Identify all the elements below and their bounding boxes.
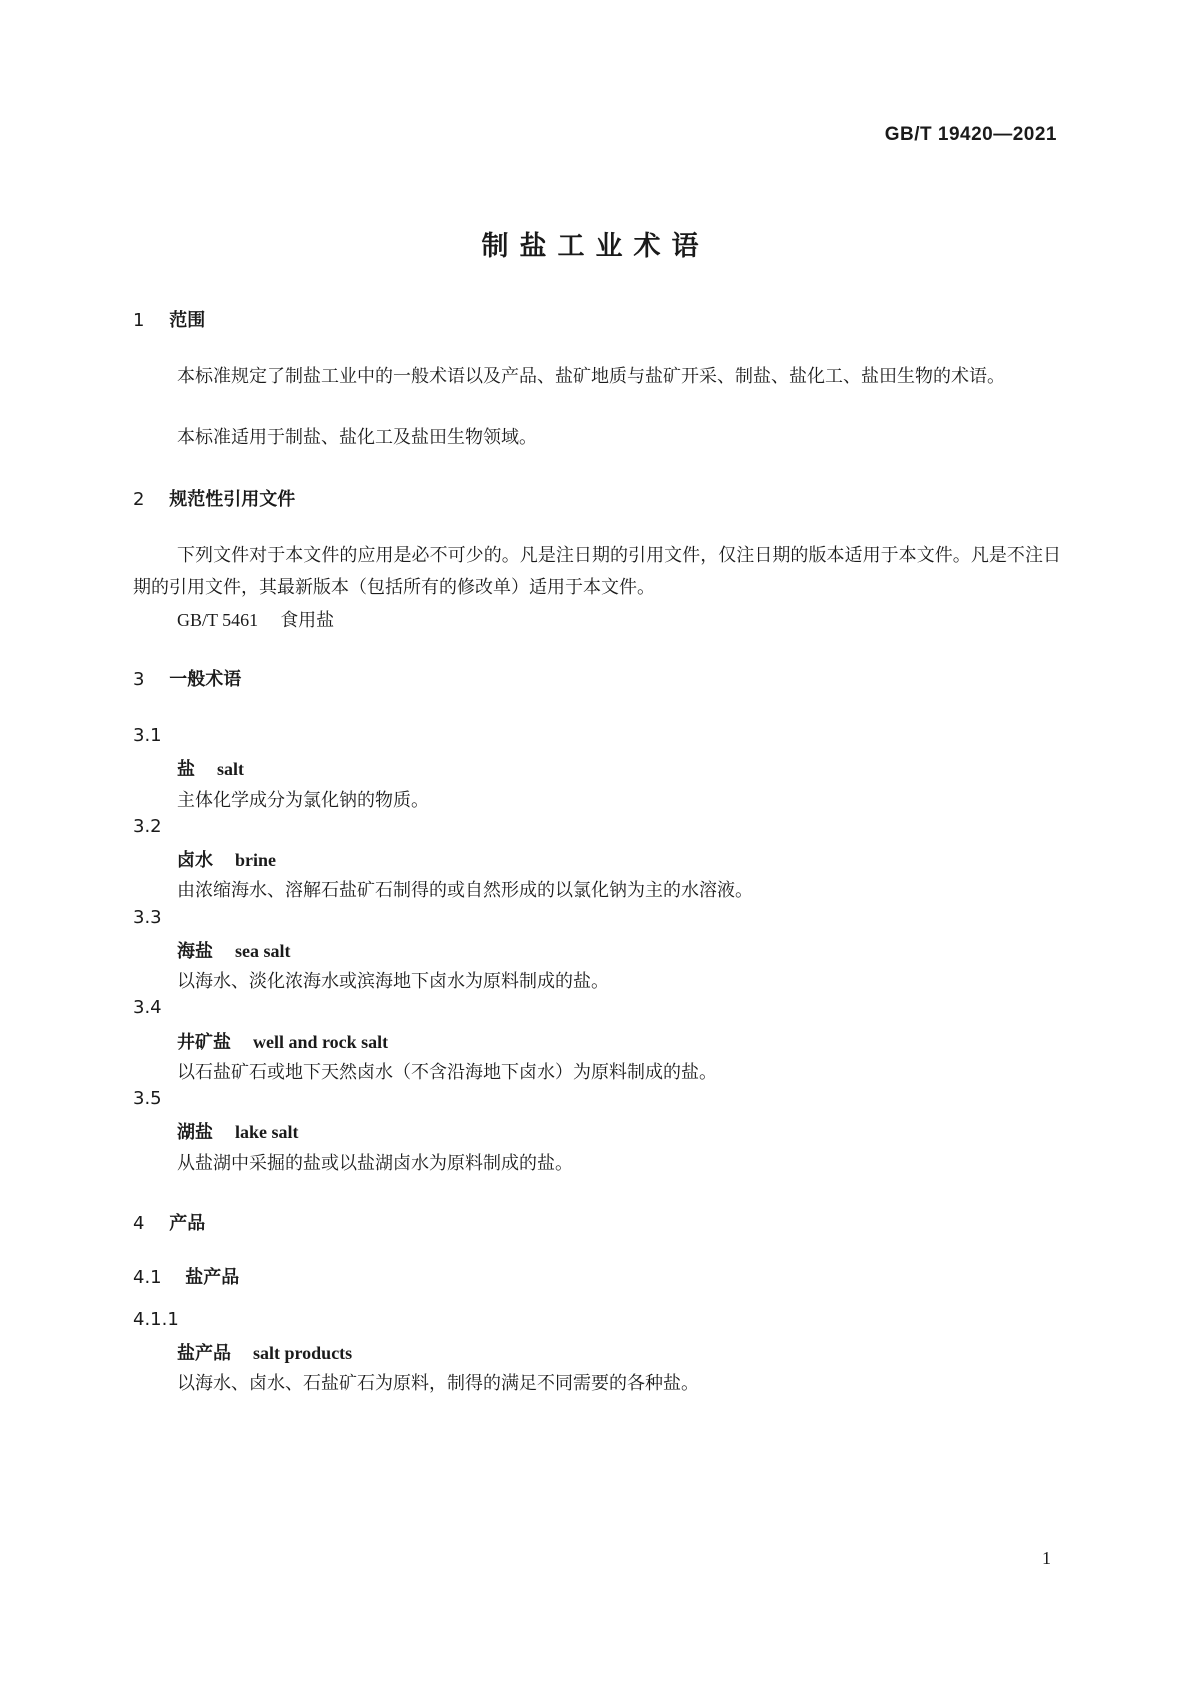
term-number: 3.5 [133, 1088, 162, 1109]
section-number: 4 [133, 1213, 145, 1234]
term-definition: 以海水、淡化浓海水或滨海地下卤水为原料制成的盐。 [177, 971, 609, 992]
term-definition: 以石盐矿石或地下天然卤水（不含沿海地下卤水）为原料制成的盐。 [177, 1062, 717, 1083]
term-cn: 井矿盐 [177, 1032, 231, 1053]
paragraph: 下列文件对于本文件的应用是必不可少的。凡是注日期的引用文件，仅注日期的版本适用于本文件。凡是不注日期的引用文件，其最新版本（包括所有的修改单）适用于本文件。 [133, 545, 1061, 598]
subsection-heading-salt-products [133, 1263, 239, 1289]
section-number: 1 [133, 310, 145, 331]
section-title: 产品 [169, 1213, 206, 1234]
section-title: 规范性引用文件 [169, 489, 296, 510]
term-en: sea salt [235, 941, 291, 961]
term-number: 3.4 [133, 997, 162, 1018]
term-heading [177, 1118, 299, 1144]
paragraph: 本标准适用于制盐、盐化工及盐田生物领域。 [177, 427, 537, 448]
section-number: 3 [133, 669, 145, 690]
term-definition: 主体化学成分为氯化钠的物质。 [177, 790, 429, 811]
term-cn: 盐 [177, 759, 195, 780]
paragraph: 本标准规定了制盐工业中的一般术语以及产品、盐矿地质与盐矿开采、制盐、盐化工、盐田生物的术语。 [177, 366, 1005, 387]
term-cn: 卤水 [177, 850, 213, 871]
term-number: 3.3 [133, 907, 162, 928]
term-en: brine [235, 850, 277, 870]
document-title: 制盐工业术语 [481, 231, 710, 262]
term-en: lake salt [235, 1122, 299, 1142]
term-definition: 从盐湖中采掘的盐或以盐湖卤水为原料制成的盐。 [177, 1153, 573, 1174]
term-en: salt products [253, 1343, 353, 1363]
section-heading-general-terms [133, 665, 241, 691]
page-number: 1 [1042, 1548, 1051, 1568]
subsection-number: 4.1 [133, 1267, 162, 1288]
reference-code: GB/T 5461 [177, 610, 259, 630]
section-title: 一般术语 [169, 669, 242, 690]
reference-title: 食用盐 [280, 610, 335, 631]
term-definition: 以海水、卤水、石盐矿石为原料，制得的满足不同需要的各种盐。 [177, 1373, 699, 1394]
term-cn: 海盐 [177, 941, 213, 962]
section-title: 范围 [169, 310, 206, 331]
subsection-title: 盐产品 [185, 1267, 240, 1288]
term-cn: 盐产品 [177, 1343, 231, 1364]
section-heading-scope [133, 306, 205, 332]
section-heading-products [133, 1209, 205, 1235]
term-heading [177, 1339, 352, 1365]
term-heading [177, 1028, 388, 1054]
reference-item [177, 606, 334, 632]
term-number: 3.1 [133, 725, 162, 746]
term-heading [177, 846, 276, 872]
term-cn: 湖盐 [177, 1122, 213, 1143]
standard-code: GB/T 19420—2021 [884, 124, 1057, 145]
term-en: well and rock salt [253, 1032, 389, 1052]
term-heading [177, 755, 244, 781]
term-heading [177, 937, 291, 963]
section-number: 2 [133, 489, 145, 510]
term-definition: 由浓缩海水、溶解石盐矿石制得的或自然形成的以氯化钠为主的水溶液。 [177, 880, 753, 901]
section-heading-normative-references [133, 485, 295, 511]
term-en: salt [217, 759, 244, 779]
term-number: 4.1.1 [133, 1309, 179, 1330]
term-number: 3.2 [133, 816, 162, 837]
